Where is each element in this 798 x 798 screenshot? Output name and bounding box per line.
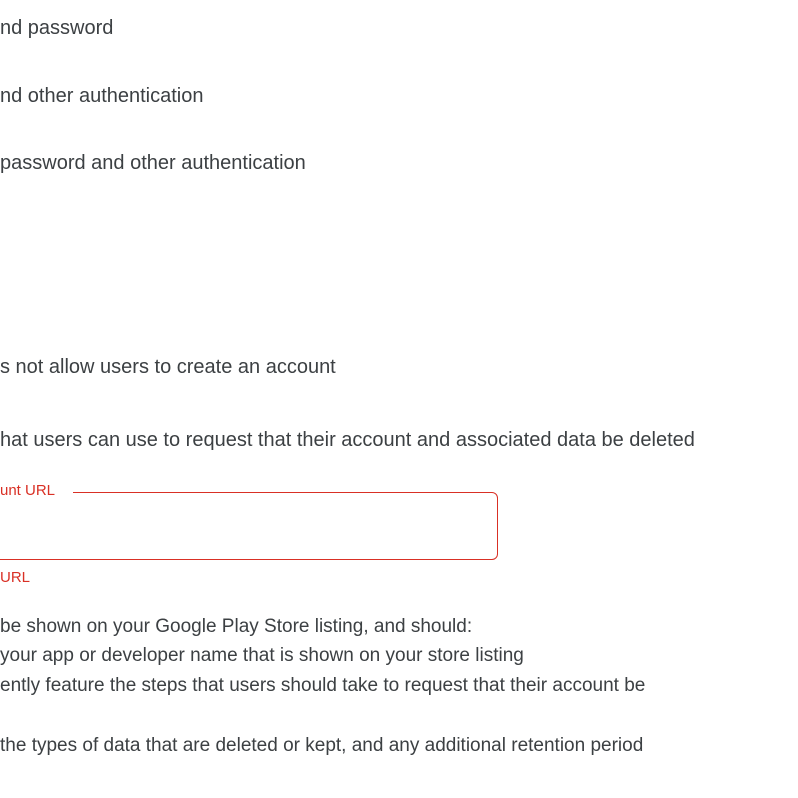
auth-option-2-label: nd other authentication bbox=[0, 85, 204, 107]
requirements-item-3: the types of data that are deleted or kept, and any additional retention period bbox=[0, 735, 644, 756]
auth-option-3-label: password and other authentication bbox=[0, 152, 306, 174]
requirements-item-2: ently feature the steps that users should take to request that their account be bbox=[0, 675, 646, 696]
delete-request-prompt: hat users can use to request that their account and associated data be deleted bbox=[0, 429, 695, 451]
delete-account-url-input[interactable] bbox=[0, 513, 490, 543]
requirements-intro: be shown on your Google Play Store listing, and should: bbox=[0, 616, 473, 637]
requirements-item-1: your app or developer name that is shown on your store listing bbox=[0, 645, 524, 666]
delete-account-url-label: unt URL bbox=[0, 482, 56, 499]
delete-account-url-error: URL bbox=[0, 569, 31, 586]
no-account-option-label: s not allow users to create an account bbox=[0, 356, 336, 378]
auth-option-1-label: nd password bbox=[0, 17, 114, 39]
